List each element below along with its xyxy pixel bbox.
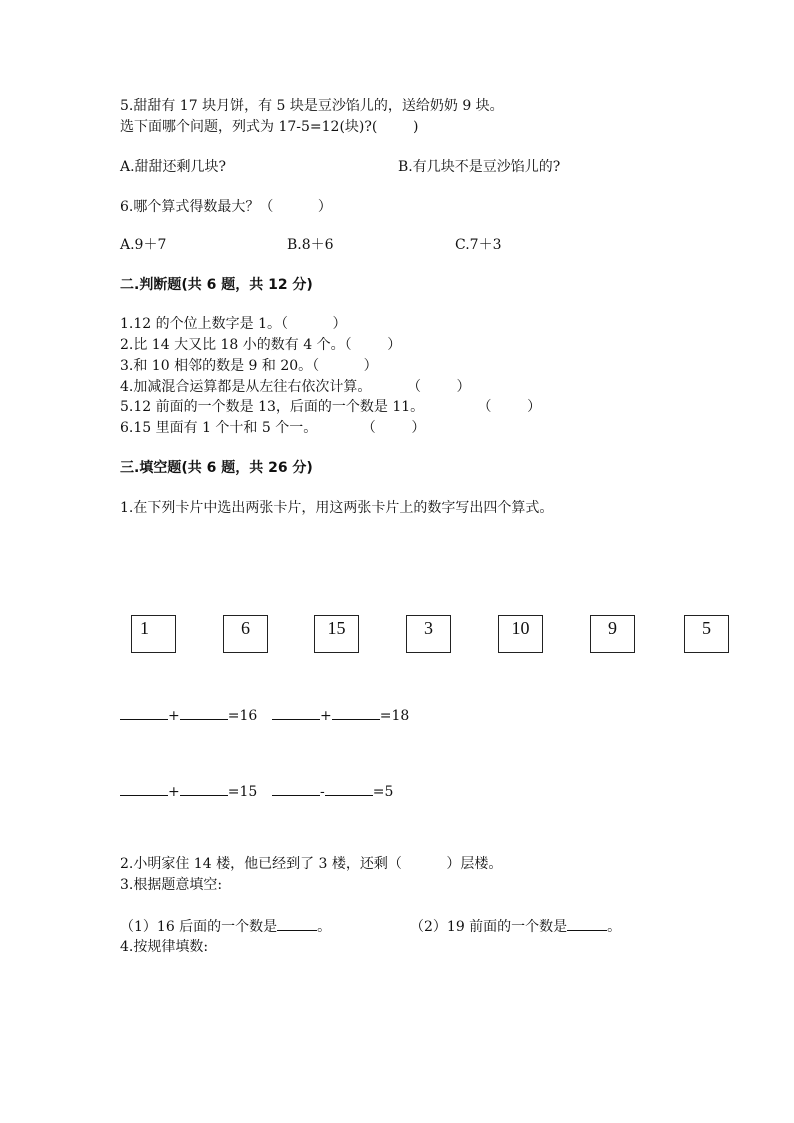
fill-q3-part1 [120,916,331,936]
equation-blank-row-1b [272,705,409,725]
answer-blank[interactable] [272,781,320,796]
judge-item-2: 2.比 14 大又比 18 小的数有 4 个。（ ） [120,337,402,353]
operator: + [320,708,332,724]
operator: + [168,784,180,800]
q6-option-c: C.7＋3 [455,237,502,253]
equation-blank-row-2a [120,781,257,801]
card-number: 15 [327,618,346,638]
answer-blank[interactable] [325,781,373,796]
fill-q3-stem: 3.根据题意填空: [120,877,223,893]
fill-q4-stem: 4.按规律填数: [120,939,209,955]
answer-blank[interactable] [272,705,320,720]
number-card [223,615,268,653]
answer-blank[interactable] [332,705,380,720]
q3b-end: 。 [607,919,622,935]
number-card [406,615,451,653]
operator: + [168,708,180,724]
judge-item-5: 5.12 前面的一个数是 13，后面的一个数是 11。 （ ） [120,399,542,415]
result: =15 [227,784,258,800]
equation-blank-row-1a [120,705,257,725]
card-number: 10 [511,618,530,638]
number-card [131,615,176,653]
judge-item-4: 4.加减混合运算都是从左往右依次计算。 （ ） [120,379,471,395]
judge-item-6: 6.15 里面有 1 个十和 5 个一。 （ ） [120,420,426,436]
judge-item-1: 1.12 的个位上数字是 1。（ ） [120,316,347,332]
answer-blank[interactable] [120,705,168,720]
card-number: 1 [140,618,149,638]
number-card [498,615,543,653]
q6-option-b: B.8＋6 [287,237,334,253]
equation-blank-row-2b [272,781,393,801]
q3a-end: 。 [317,919,332,935]
answer-blank[interactable] [567,916,607,931]
q6-option-a: A.9＋7 [120,237,167,253]
q5-line1: 5.甜甜有 17 块月饼，有 5 块是豆沙馅儿的，送给奶奶 9 块。 [120,98,504,114]
number-card [590,615,635,653]
q3a-text: （1）16 后面的一个数是 [120,919,278,935]
operator: - [320,784,325,800]
number-card [684,615,729,653]
fill-q2: 2.小明家住 14 楼，他已经到了 3 楼，还剩（ ）层楼。 [120,856,503,872]
result: =18 [379,708,410,724]
section3-title: 三.填空题(共 6 题，共 26 分) [120,460,313,476]
fill-q3-part2 [410,916,621,936]
section2-title: 二.判断题(共 6 题，共 12 分) [120,277,313,293]
q3b-text: （2）19 前面的一个数是 [410,919,568,935]
card-number: 9 [608,618,617,638]
number-card [314,615,359,653]
answer-blank[interactable] [180,705,228,720]
result: =16 [227,708,258,724]
answer-blank[interactable] [277,916,317,931]
card-number: 5 [702,618,711,638]
card-number: 6 [241,618,250,638]
q6-stem: 6.哪个算式得数最大？（ ） [120,199,332,215]
q5-line2: 选下面哪个问题，列式为 17-5=12(块)?( ) [120,119,419,135]
card-number: 3 [424,618,433,638]
answer-blank[interactable] [180,781,228,796]
q5-option-b: B.有几块不是豆沙馅儿的? [398,159,561,175]
judge-item-3: 3.和 10 相邻的数是 9 和 20。（ ） [120,358,378,374]
q5-option-a: A.甜甜还剩几块? [120,159,227,175]
answer-blank[interactable] [120,781,168,796]
fill-q1-stem: 1.在下列卡片中选出两张卡片，用这两张卡片上的数字写出四个算式。 [120,500,554,516]
result: =5 [372,784,394,800]
